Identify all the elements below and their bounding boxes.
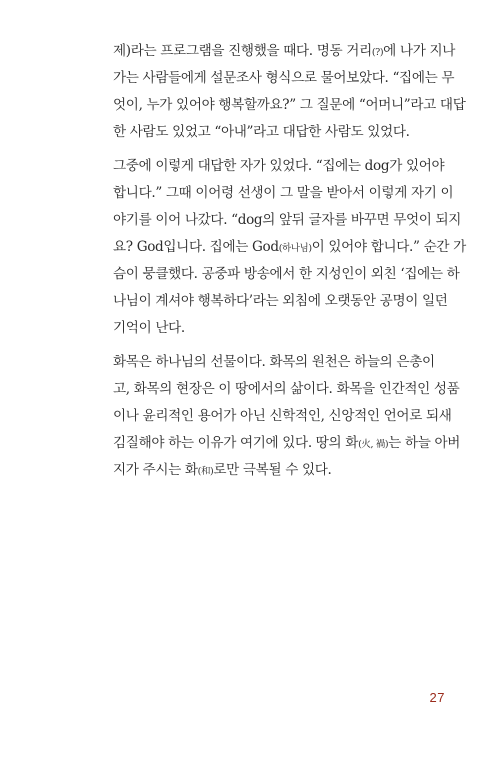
page-number: 27 [429, 690, 445, 705]
line-segment: 그중에 이렇게 대답한 자가 있었다. “집에는 dog가 있어야 [113, 158, 445, 174]
line-segment: 로만 극복될 수 있다. [213, 462, 332, 478]
text-line [113, 261, 460, 288]
line-segment: 제)라는 프로그램을 진행했을 때다. 명동 거리 [113, 43, 372, 59]
text-line [113, 207, 462, 234]
body-text [113, 38, 466, 491]
line-segment: 한 사람도 있었고 “아내”라고 대답한 사람도 있었다. [113, 124, 410, 140]
text-line [113, 430, 461, 457]
text-line [113, 119, 433, 146]
line-segment: 합니다.” 그때 이어령 선생이 그 말을 받아서 이렇게 자기 이 [113, 185, 454, 201]
line-segment: 고, 화목의 현장은 이 땅에서의 삶이다. 화목을 인간적인 성품 [113, 381, 460, 397]
line-segment: 는 하늘 아버 [388, 435, 461, 451]
text-line [113, 288, 448, 315]
line-segment: 이나 윤리적인 용어가 아닌 신학적인, 신앙적인 언어로 되새 [113, 408, 452, 424]
paragraph [113, 38, 466, 146]
line-segment: 김질해야 하는 이유가 여기에 있다. 땅의 화 [113, 435, 359, 451]
text-line [113, 38, 456, 65]
line-segment: 지가 주시는 화 [113, 462, 198, 478]
line-segment: 가는 사람들에게 설문조사 형식으로 물어보았다. “집에는 무 [113, 70, 455, 86]
line-segment: 슴이 뭉클했다. 공중파 방송에서 한 지성인이 외친 ‘집에는 하 [113, 266, 460, 282]
line-segment: 에 나가 지나 [383, 43, 456, 59]
text-line [113, 153, 445, 180]
text-line [113, 92, 466, 119]
text-line [113, 315, 433, 342]
line-segment: 요? God입니다. 집에는 God [113, 239, 279, 255]
text-line [113, 234, 466, 261]
text-line [113, 65, 455, 92]
annotation-text: (?) [371, 47, 384, 58]
annotation-text: (和) [197, 466, 214, 477]
annotation-text: (하나님) [278, 243, 312, 254]
text-line [113, 376, 460, 403]
text-line [113, 349, 433, 376]
text-line [113, 403, 452, 430]
line-segment: 이 있어야 합니다.” 순간 가 [311, 239, 466, 255]
line-segment: 야기를 이어 나갔다. “dog의 앞뒤 글자를 바꾸면 무엇이 되지 [113, 212, 462, 228]
paragraph [113, 153, 466, 342]
line-segment: 화목은 하나님의 선물이다. 화목의 원천은 하늘의 은총이 [113, 354, 435, 370]
line-segment: 기억이 난다. [113, 320, 185, 336]
paragraph [113, 349, 461, 484]
annotation-text: (火, 禍) [358, 439, 389, 450]
line-segment: 나님이 계셔야 행복하다’라는 외침에 오랫동안 공명이 일던 [113, 293, 448, 309]
text-line [113, 180, 454, 207]
line-segment: 엇이, 누가 있어야 행복할까요?” 그 질문에 “어머니”라고 대답 [113, 97, 466, 113]
text-line [113, 457, 433, 484]
